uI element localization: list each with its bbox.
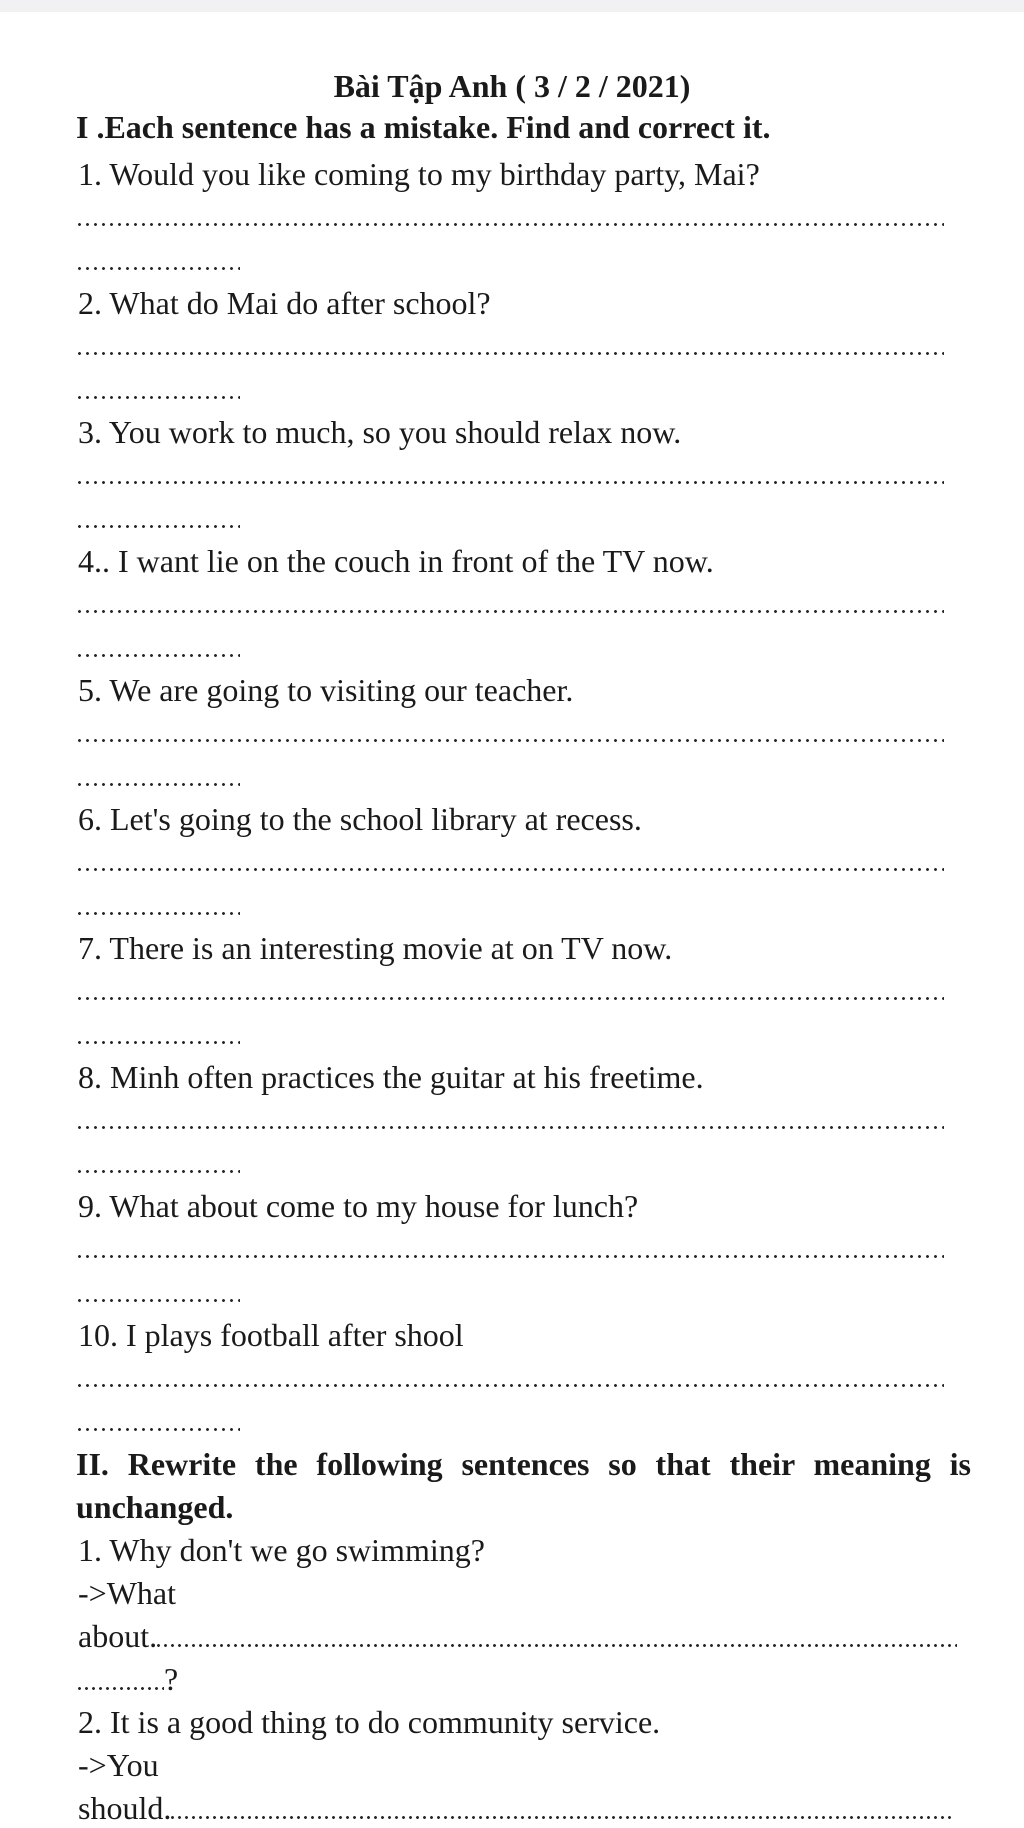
question-5: 5. We are going to visiting our teacher. xyxy=(78,672,574,708)
answer-line-4[interactable] xyxy=(78,610,944,613)
rewrite-answer-dots-1b[interactable] xyxy=(78,1687,164,1690)
rewrite-answer-dots-1[interactable] xyxy=(157,1644,957,1647)
question-10: 10. I plays football after shool xyxy=(78,1317,464,1353)
section-2-heading: II. Rewrite the following sentences so that their meaning is unchanged. xyxy=(76,1446,971,1525)
answer-line-6b[interactable] xyxy=(78,912,240,915)
answer-line-7[interactable] xyxy=(78,997,944,1000)
question-3: 3. You work to much, so you should relax now. xyxy=(78,414,682,450)
answer-line-5b[interactable] xyxy=(78,783,240,786)
question-7: 7. There is an interesting movie at on TV now. xyxy=(78,930,673,966)
rewrite-question-1: 1. Why don't we go swimming? xyxy=(78,1532,485,1568)
rewrite-prompt-1: ->What xyxy=(78,1575,176,1611)
question-9: 9. What about come to my house for lunch? xyxy=(78,1188,639,1224)
answer-line-3[interactable] xyxy=(78,481,944,484)
answer-line-3b[interactable] xyxy=(78,525,240,528)
question-8: 8. Minh often practices the guitar at his freetime. xyxy=(78,1059,704,1095)
rewrite-answer-start-1: about. xyxy=(78,1618,158,1654)
answer-line-9[interactable] xyxy=(78,1255,944,1258)
question-2: 2. What do Mai do after school? xyxy=(78,285,491,321)
answer-line-7b[interactable] xyxy=(78,1041,240,1044)
rewrite-answer-line-1[interactable] xyxy=(78,1616,957,1656)
answer-line-8b[interactable] xyxy=(78,1170,240,1173)
rewrite-answer-dots-2[interactable] xyxy=(171,1816,951,1819)
question-4: 4.. I want lie on the couch in front of the TV now. xyxy=(78,543,714,579)
question-1: 1. Would you like coming to my birthday party, Mai? xyxy=(78,156,760,192)
answer-line-4b[interactable] xyxy=(78,654,240,657)
rewrite-answer-start-2: should. xyxy=(78,1790,172,1826)
rewrite-answer-line-2[interactable] xyxy=(78,1788,951,1828)
answer-line-2[interactable] xyxy=(78,352,944,355)
rewrite-prompt-2: ->You xyxy=(78,1747,159,1783)
answer-line-9b[interactable] xyxy=(78,1299,240,1302)
answer-line-2b[interactable] xyxy=(78,396,240,399)
answer-line-10[interactable] xyxy=(78,1384,944,1387)
section-1-heading: I .Each sentence has a mistake. Find and correct it. xyxy=(76,109,771,145)
answer-line-5[interactable] xyxy=(78,739,944,742)
answer-line-1[interactable] xyxy=(78,223,944,226)
question-6: 6. Let's going to the school library at recess. xyxy=(78,801,642,837)
rewrite-answer-end-1: ? xyxy=(164,1661,179,1697)
answer-line-1b[interactable] xyxy=(78,267,240,270)
answer-line-6[interactable] xyxy=(78,868,944,871)
answer-line-10b[interactable] xyxy=(78,1428,240,1431)
rewrite-question-2: 2. It is a good thing to do community service. xyxy=(78,1704,661,1740)
rewrite-answer-line-1b[interactable] xyxy=(78,1659,178,1699)
answer-line-8[interactable] xyxy=(78,1126,944,1129)
page-title: Bài Tập Anh ( 3 / 2 / 2021) xyxy=(333,68,691,104)
